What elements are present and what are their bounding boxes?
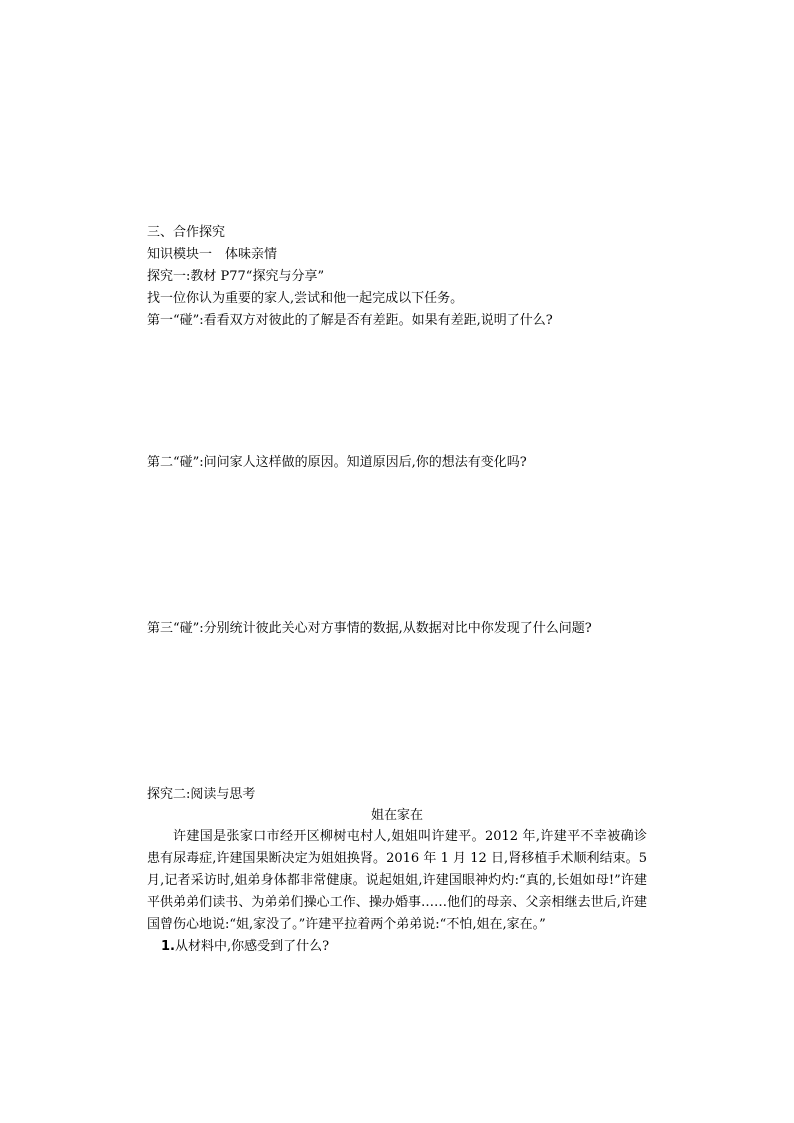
explore-one-heading: 探究一:教材 P77“探究与分享” [147,269,325,284]
story-title: 姐在家在 [370,808,423,823]
section-heading: 三、合作探究 [147,225,226,240]
task-two: 第二“碰”:问问家人这样做的原因。知道原因后,你的想法有变化吗? [147,455,527,470]
explore-two-heading: 探究二:阅读与思考 [147,787,256,802]
story-paragraph: 许建国是张家口市经开区柳树屯村人,姐姐叫许建平。2012 年,许建平不幸被确诊患有尿毒症,许建国果断决定为姐姐换肾。2016 年 1 月 12 日,肾移植手术顺利结束。5 月,记者采访时,姐弟身体都非常健康。说起姐姐,许建国眼神灼灼:“真的,长姐如母!”许建平供弟弟们读书、为弟弟们操心工作、操办婚事……他们的母亲、父亲相继去世后,许建国曾伤心地说:“姐,家没了。”许建平拉着两个弟弟说:“不怕,姐在,家在。” [147,829,647,932]
module-heading: 知识模块一 体味亲情 [147,247,278,262]
question-one [147,936,329,958]
task-one: 第一“碰”:看看双方对彼此的了解是否有差距。如果有差距,说明了什么? [147,313,553,328]
task-three: 第三“碰”:分别统计彼此关心对方事情的数据,从数据对比中你发现了什么问题? [147,621,592,636]
intro-text: 找一位你认为重要的家人,尝试和他一起完成以下任务。 [147,291,464,306]
question-number: 1. [161,939,175,954]
question-text: 从材料中,你感受到了什么? [174,939,330,954]
